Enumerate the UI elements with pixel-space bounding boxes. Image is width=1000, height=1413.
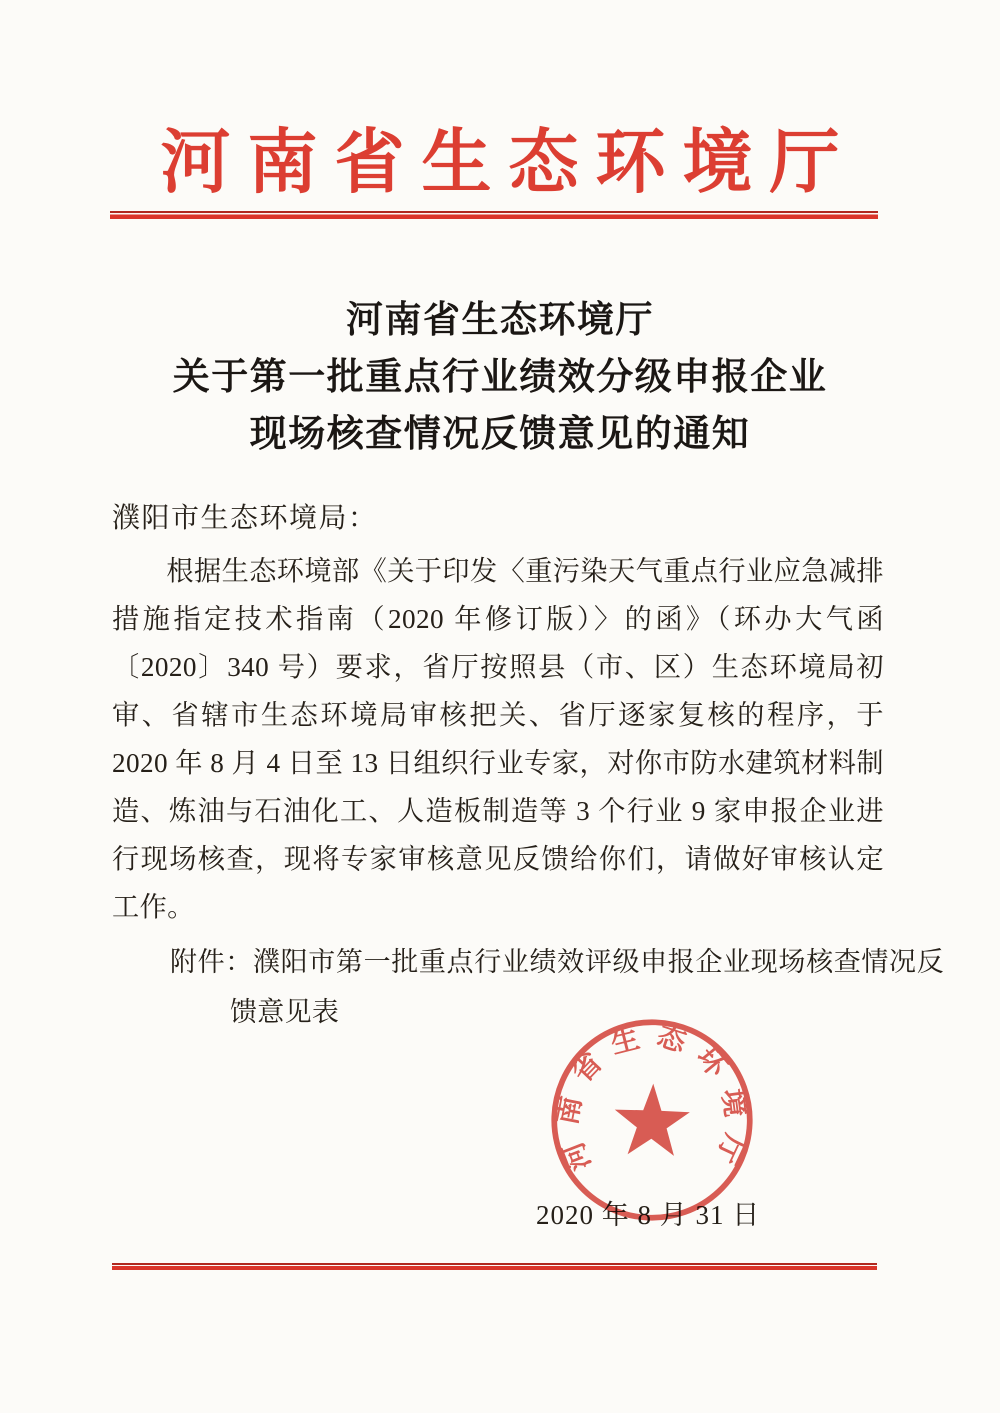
seal-star-icon	[613, 1082, 691, 1156]
title-line-2: 关于第一批重点行业绩效分级申报企业	[172, 357, 828, 398]
official-seal	[544, 1012, 759, 1227]
attachment-label: 附件：	[170, 947, 253, 977]
recipient-salutation: 濮阳市生态环境局：	[112, 503, 378, 534]
footer-rule	[112, 1263, 877, 1270]
document-title	[0, 292, 1000, 463]
seal-text: 河南省生态环境厅	[551, 1020, 752, 1181]
issue-date: 2020 年 8 月 31 日	[536, 1200, 761, 1230]
letterhead-agency-name: 河南省生态环境厅	[160, 125, 857, 202]
attachment-title: 濮阳市第一批重点行业绩效评级申报企业现场核查情况反馈意见表	[230, 947, 944, 1027]
letterhead-double-rule	[110, 211, 878, 219]
title-line-1: 河南省生态环境厅	[346, 300, 654, 341]
body-paragraph: 根据生态环境部《关于印发〈重污染天气重点行业应急减排措施指定技术指南（2020 年修订版）〉的函》（环办大气函〔2020〕340 号）要求，省厅按照县（市、区）生态环境局初审、省辖市生态环境局审核把关、省厅逐家复核的程序，于 2020 年 8 月 4 日至 13 日组织行业专家，对你市防水建筑材料制造、炼油与石油化工、人造板制造等 3 个行业 9 家申报企业进行现场核查，现将专家审核意见反馈给你们，请做好审核认定工作。	[112, 556, 884, 922]
title-line-3: 现场核查情况反馈意见的通知	[249, 414, 751, 455]
